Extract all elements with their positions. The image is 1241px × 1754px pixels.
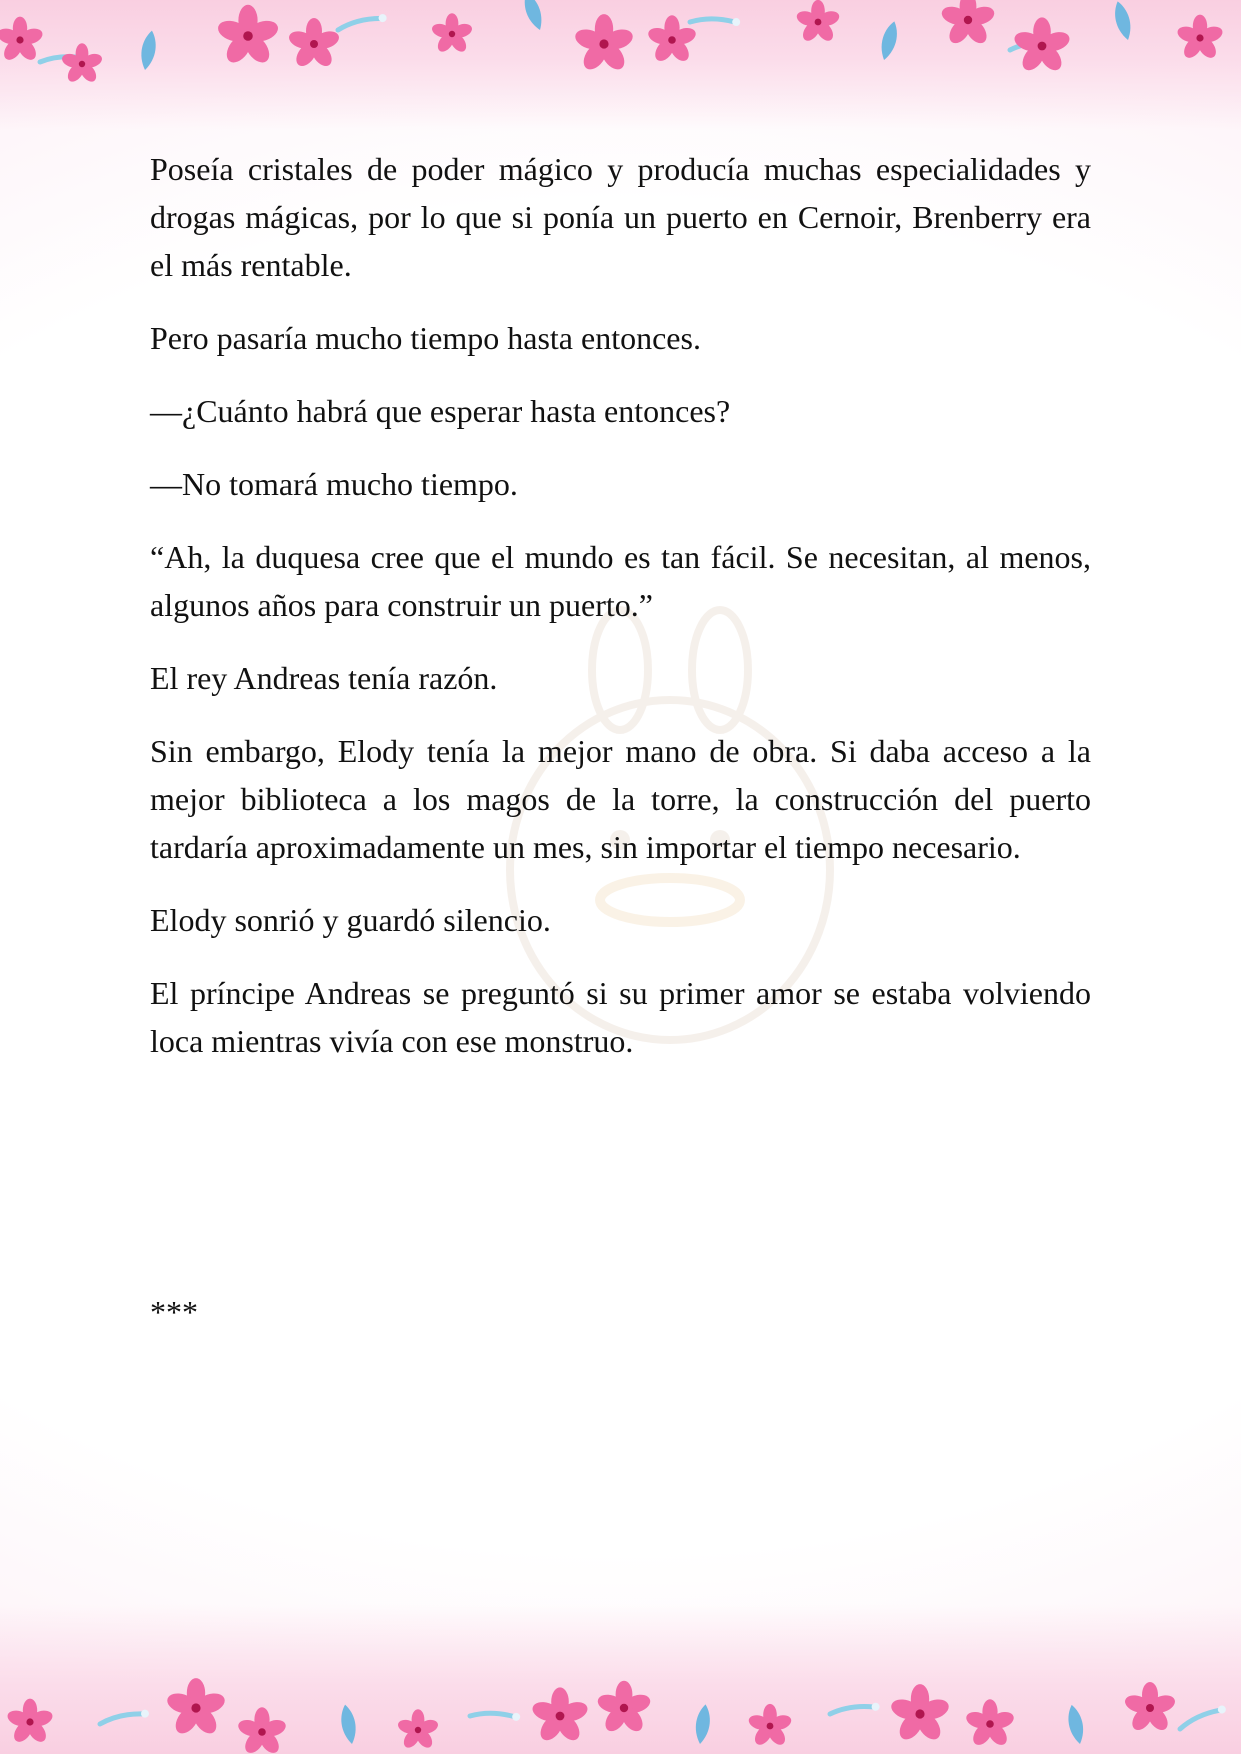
paragraph: Pero pasaría mucho tiempo hasta entonces. — [150, 320, 701, 356]
top-floral-border — [0, 0, 1241, 130]
paragraph: Elody sonrió y guardó silencio. — [150, 902, 551, 938]
paragraph: El príncipe Andreas se preguntó si su primer amor se estaba volviendo loca mientras vivía con ese monstruo. — [150, 975, 1091, 1059]
paragraph: El rey Andreas tenía razón. — [150, 660, 498, 696]
scene-separator: *** — [150, 1294, 198, 1330]
document-body — [150, 145, 1091, 1090]
floral-border-icon — [0, 1604, 1241, 1754]
quoted-thought: “Ah, la duquesa cree que el mundo es tan fácil. Se necesitan, al menos, algunos años para construir un puerto.” — [150, 539, 1091, 623]
paragraph: Poseía cristales de poder mágico y producía muchas especialidades y drogas mágicas, por lo que si ponía un puerto en Cernoir, Brenberry era el más rentable. — [150, 151, 1091, 283]
bottom-floral-border — [0, 1604, 1241, 1754]
floral-border-icon — [0, 0, 1241, 130]
dialogue-line: —No tomará mucho tiempo. — [150, 466, 518, 502]
dialogue-line: —¿Cuánto habrá que esperar hasta entonces? — [150, 393, 731, 429]
paragraph: Sin embargo, Elody tenía la mejor mano de obra. Si daba acceso a la mejor biblioteca a los magos de la torre, la construcción del puerto tardaría aproximadamente un mes, sin importar el tiempo necesario. — [150, 733, 1091, 865]
